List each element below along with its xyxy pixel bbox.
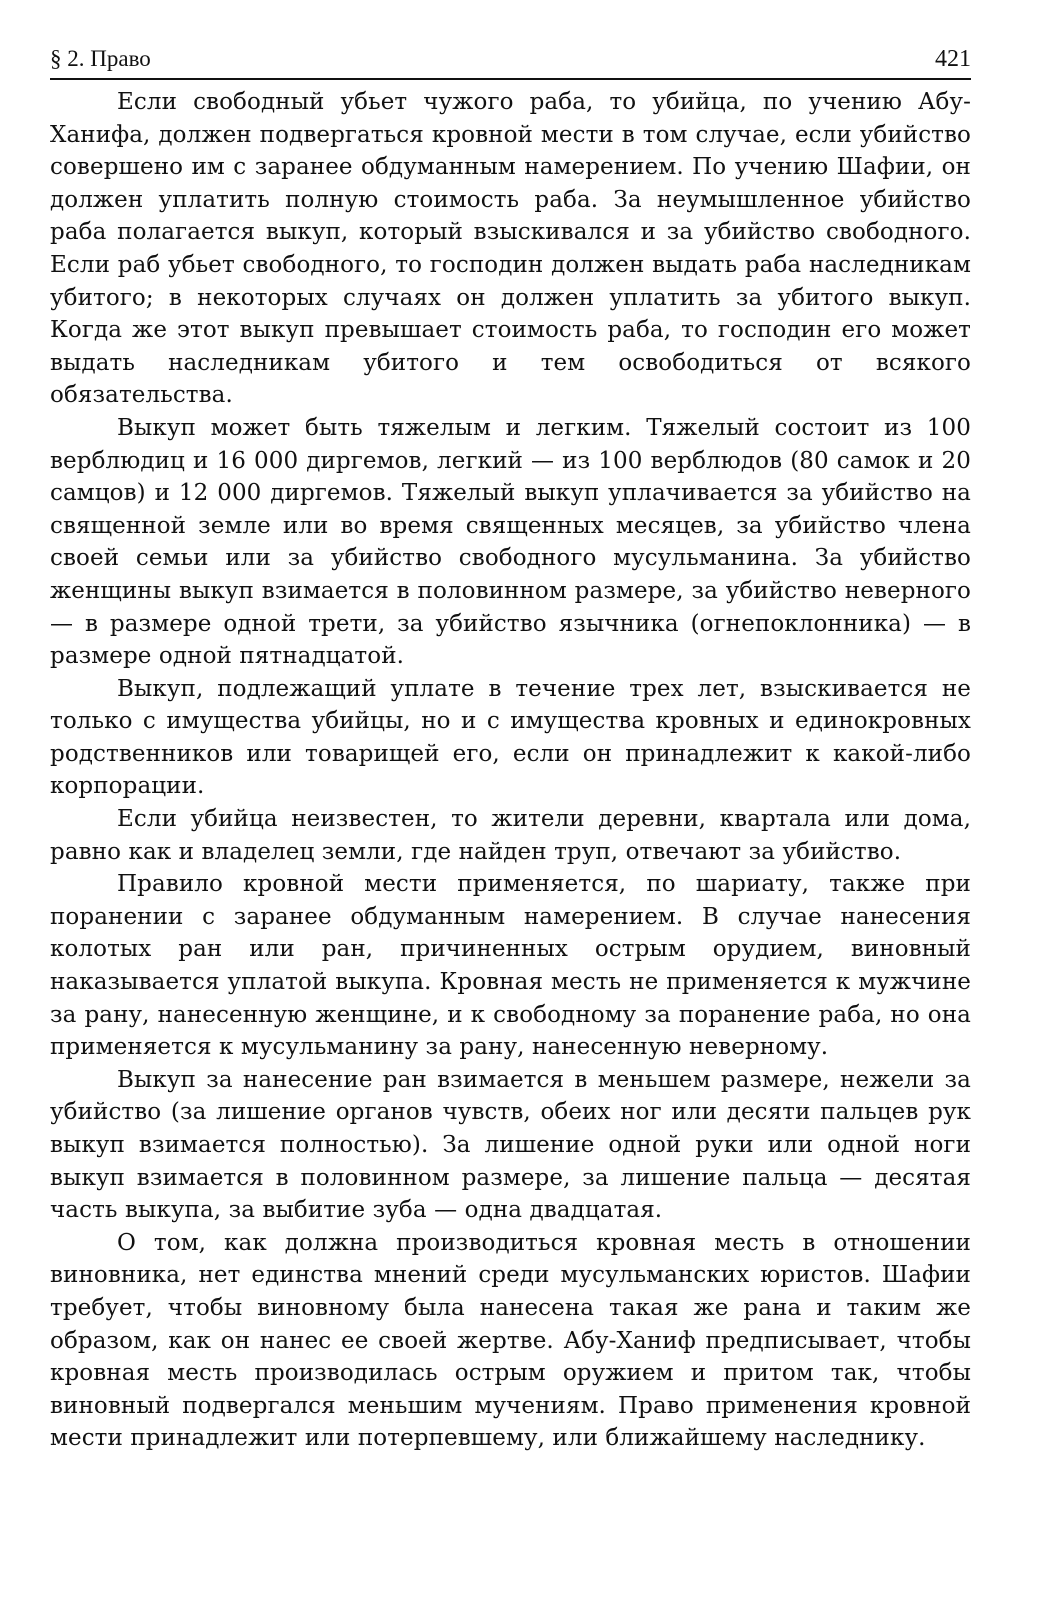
paragraph-7: О том, как должна производиться кровная месть в отношении виновника, нет единства мнений среди мусульманских юристов. Шафии требует, чтобы виновному была нанесена такая же рана и таким же образом, как он нанес ее своей жертве. Абу-Ханиф предписывает, чтобы кровная месть производилась острым оружием и притом так, чтобы виновный подвергался меньшим мучениям. Право применения кровной мести принадлежит или потерпевшему, или ближайшему наследнику.: [50, 1229, 971, 1452]
book-page: [50, 44, 971, 1455]
paragraph-1: Если свободный убьет чужого раба, то убийца, по учению Абу-Ханифа, должен подвергаться кровной мести в том случае, если убийство совершено им с заранее обдуманным намерением. По учению Шафии, он должен уплатить полную стоимость раба. За неумышленное убийство раба полагается выкуп, который взыскивался и за убийство свободного. Если раб убьет свободного, то господин должен выдать раба наследникам убитого; в некоторых случаях он должен уплатить за убитого выкуп. Когда же этот выкуп превышает стоимость раба, то господин его может выдать наследникам убитого и тем освободиться от всякого обязательства.: [50, 89, 971, 409]
paragraph-5: Правило кровной мести применяется, по шариату, также при поранении с заранее обдуманным намерением. В случае нанесения колотых ран или ран, причиненных острым орудием, виновный наказывается уплатой выкупа. Кровная месть не применяется к мужчине за рану, нанесенную женщине, и к свободному за поранение раба, но она применяется к мусульманину за рану, нанесенную неверному.: [50, 871, 971, 1061]
page-number: 421: [935, 46, 971, 72]
paragraph-4: Если убийца неизвестен, то жители деревни, квартала или дома, равно как и владелец земли, где найден труп, отвечают за убийство.: [50, 806, 971, 865]
paragraph-2: Выкуп может быть тяжелым и легким. Тяжелый состоит из 100 верблюдиц и 16 000 диргемов, легкий — из 100 верблюдов (80 самок и 20 самцов) и 12 000 диргемов. Тяжелый выкуп уплачивается за убийство на священной земле или во время священных месяцев, за убийство члена своей семьи или за убийство свободного мусульманина. За убийство женщины выкуп взимается в половинном размере, за убийство неверного — в размере одной трети, за убийство язычника (огнепоклонника) — в размере одной пятнадцатой.: [50, 414, 971, 670]
paragraph-6: Выкуп за нанесение ран взимается в меньшем размере, нежели за убийство (за лишение органов чувств, обеих ног или десяти пальцев рук выкуп взимается полностью). За лишение одной руки или одной ноги выкуп взимается в половинном размере, за лишение пальца — десятая часть выкупа, за выбитие зуба — одна двадцатая.: [50, 1066, 971, 1224]
running-header: [50, 44, 971, 80]
body-text: [50, 86, 971, 1455]
paragraph-3: Выкуп, подлежащий уплате в течение трех лет, взыскивается не только с имущества убийцы, но и с имущества кровных и единокровных родственников или товарищей его, если он принадлежит к какой-либо корпорации.: [50, 675, 971, 800]
section-title: § 2. Право: [50, 46, 151, 71]
